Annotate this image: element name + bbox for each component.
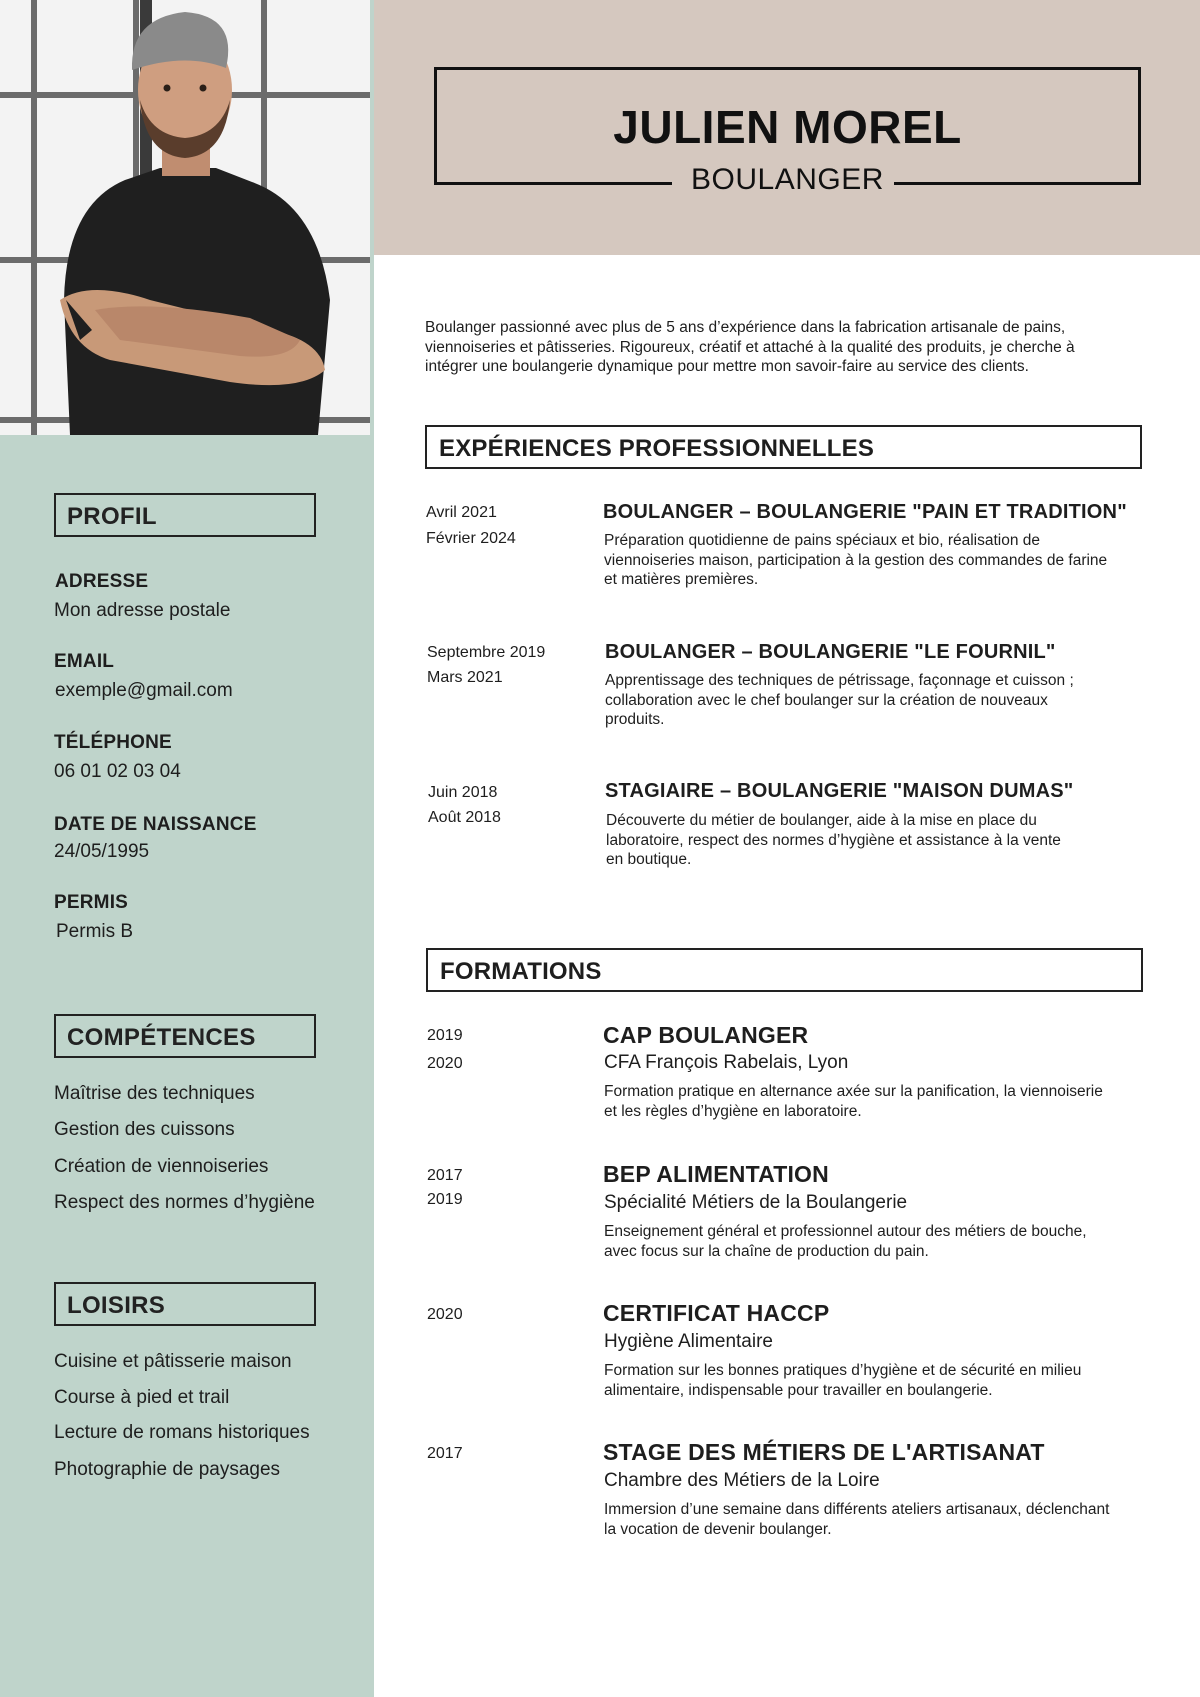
experience-description	[605, 671, 1145, 730]
hobby-item: Cuisine et pâtisserie maison	[54, 1351, 292, 1372]
hobby-item: Course à pied et trail	[54, 1387, 230, 1408]
education-title: BEP ALIMENTATION	[603, 1161, 829, 1187]
description-line: laboratoire, respect des normes d’hygiène et assistance à la vente	[606, 831, 1061, 849]
description-line: en boutique.	[606, 851, 692, 868]
description-line: Formation sur les bonnes pratiques d’hygiène et de sécurité en milieu	[604, 1362, 1082, 1379]
experience-start-date: Septembre 2019	[427, 644, 546, 661]
candidate-name: JULIEN MOREL	[613, 101, 962, 153]
license-value: Permis B	[56, 921, 134, 942]
education-start-year: 2019	[427, 1027, 463, 1044]
education-description	[604, 1500, 1144, 1539]
education-school: CFA François Rabelais, Lyon	[604, 1052, 849, 1073]
skill-item: Gestion des cuissons	[54, 1119, 235, 1140]
description-line: Enseignement général et professionnel autour des métiers de bouche,	[604, 1223, 1087, 1240]
experience-end-date: Mars 2021	[427, 669, 503, 686]
experience-start-date: Juin 2018	[428, 784, 498, 801]
experience-end-date: Février 2024	[426, 530, 516, 547]
education-school: Spécialité Métiers de la Boulangerie	[604, 1192, 908, 1213]
education-start-year: 2017	[427, 1167, 463, 1184]
description-line: alimentaire, indispensable pour travailler en boulangerie.	[604, 1381, 993, 1399]
education-title: CERTIFICAT HACCP	[603, 1300, 830, 1326]
experience-title: STAGIAIRE – BOULANGERIE "MAISON DUMAS"	[605, 780, 1074, 802]
description-line: viennoiseries maison, participation à la gestion des commandes de farine	[604, 551, 1108, 569]
experience-heading: EXPÉRIENCES PROFESSIONNELLES	[439, 435, 875, 462]
experience-start-date: Avril 2021	[426, 504, 497, 521]
description-line: et les règles d’hygiène en laboratoire.	[604, 1102, 862, 1120]
skill-item: Respect des normes d’hygiène	[54, 1192, 315, 1213]
education-school: Hygiène Alimentaire	[604, 1331, 773, 1352]
skills-heading-box	[54, 1014, 316, 1058]
education-school: Chambre des Métiers de la Loire	[604, 1470, 880, 1491]
experience-title: BOULANGER – BOULANGERIE "PAIN ET TRADITION"	[603, 501, 1127, 523]
experience-title: BOULANGER – BOULANGERIE "LE FOURNIL"	[605, 641, 1056, 663]
hobby-item: Photographie de paysages	[54, 1459, 281, 1480]
education-end-year: 2019	[427, 1191, 463, 1208]
education-title: CAP BOULANGER	[603, 1022, 809, 1048]
chef-portrait-image	[0, 0, 370, 435]
description-line: Apprentissage des techniques de pétrissage, façonnage et cuisson ;	[605, 672, 1074, 689]
hobby-item: Lecture de romans historiques	[54, 1422, 310, 1443]
experience-heading-box	[425, 425, 1142, 469]
experience-description	[606, 811, 1146, 870]
hobbies-heading: LOISIRS	[67, 1292, 166, 1319]
skill-item: Maîtrise des techniques	[54, 1083, 255, 1104]
address-value: Mon adresse postale	[54, 600, 231, 621]
birth-date-value: 24/05/1995	[54, 841, 150, 862]
profil-heading-box	[54, 493, 316, 537]
birth-date-label: DATE DE NAISSANCE	[54, 814, 257, 835]
description-line: produits.	[605, 711, 665, 728]
profile-summary: Boulanger passionné avec plus de 5 ans d’expérience dans la fabrication artisanale de pains, viennoiseries et pâtisseries. Rigoureux, créatif et attaché à la qualité des produits, je cherche à intégrer une boulangerie dynamique pour mettre mon savoir-faire au service des clients.	[425, 319, 1075, 375]
education-description	[604, 1361, 1144, 1400]
address-label: ADRESSE	[55, 571, 149, 592]
education-description	[604, 1222, 1144, 1261]
education-year: 2017	[427, 1445, 463, 1462]
skills-heading: COMPÉTENCES	[67, 1024, 256, 1051]
description-line: Découverte du métier de boulanger, aide à la mise en place du	[606, 812, 1037, 829]
description-line: Formation pratique en alternance axée sur la panification, la viennoiserie	[604, 1083, 1103, 1100]
experience-description	[604, 531, 1144, 590]
profile-photo	[0, 0, 370, 435]
description-line: Préparation quotidienne de pains spéciaux et bio, réalisation de	[604, 532, 1041, 549]
email-label: EMAIL	[54, 651, 115, 672]
education-title: STAGE DES MÉTIERS DE L'ARTISANAT	[603, 1439, 1045, 1465]
hobbies-heading-box	[54, 1282, 316, 1326]
experience-end-date: Août 2018	[428, 809, 501, 826]
description-line: et matières premières.	[604, 571, 759, 588]
skill-item: Création de viennoiseries	[54, 1156, 269, 1177]
education-heading: FORMATIONS	[440, 958, 602, 985]
description-line: avec focus sur la chaîne de production du pain.	[604, 1242, 929, 1260]
education-heading-box	[426, 948, 1143, 992]
education-end-year: 2020	[427, 1055, 463, 1072]
sidebar	[0, 0, 374, 1697]
phone-label: TÉLÉPHONE	[54, 732, 172, 753]
description-line: la vocation de devenir boulanger.	[604, 1520, 832, 1538]
education-year: 2020	[427, 1306, 463, 1323]
email-value: exemple@gmail.com	[55, 680, 233, 701]
job-title: BOULANGER	[691, 163, 884, 196]
profil-heading: PROFIL	[67, 503, 157, 530]
education-description	[604, 1082, 1144, 1121]
description-line: collaboration avec le chef boulanger sur la création de nouveaux	[605, 691, 1048, 709]
description-line: Immersion d’une semaine dans différents ateliers artisanaux, déclenchant	[604, 1501, 1110, 1518]
license-label: PERMIS	[54, 892, 129, 913]
phone-value: 06 01 02 03 04	[54, 761, 181, 782]
